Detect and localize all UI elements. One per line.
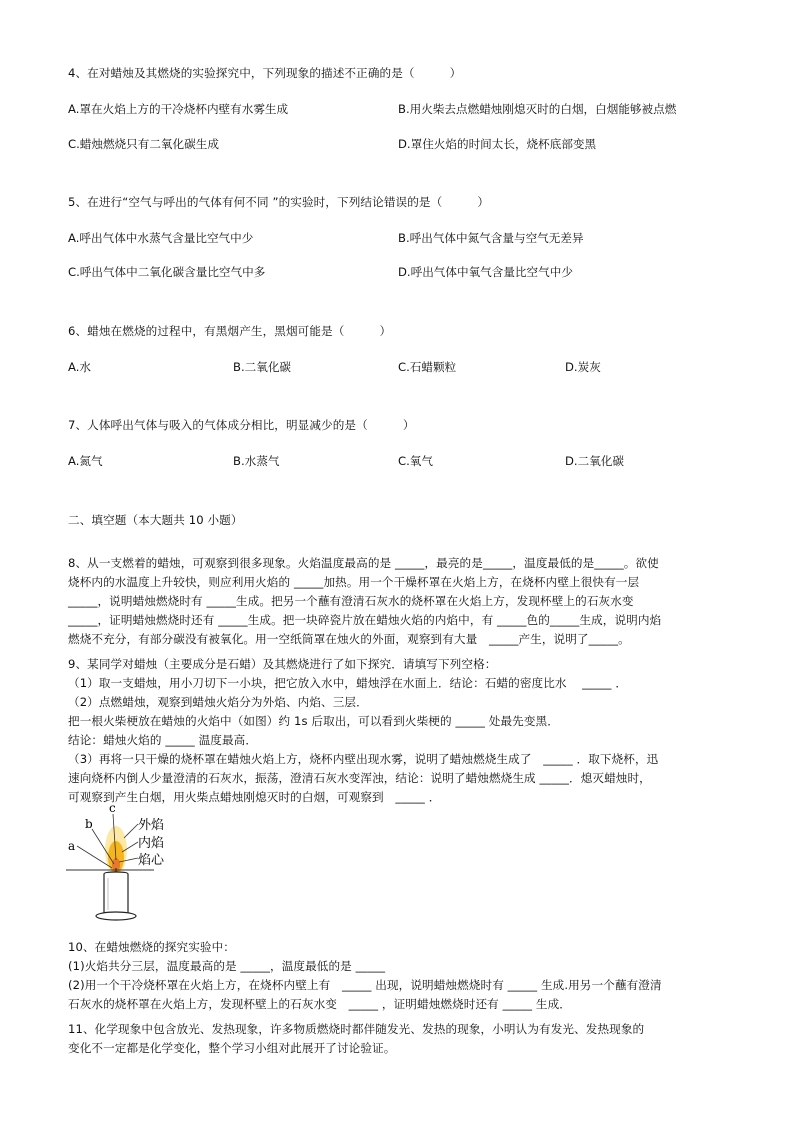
q4-option-a: A.罩在火焰上方的干冷烧杯内壁有水雾生成: [68, 102, 289, 116]
q7-option-a: A.氮气: [68, 454, 103, 468]
candle-holder: [96, 912, 136, 920]
q7-option-b: B.水蒸气: [233, 454, 280, 468]
q8-line: _____，说明蜡烛燃烧时有 _____生成。把另一个蘸有澄清石灰水的烧杯罩在火焰上方，发现杯壁上的石灰水变: [68, 594, 634, 608]
q9-line: 把一根火柴梗放在蜡烛的火焰中（如图）约 1s 后取出，可以看到火柴梗的 _____ 处最先变黑．: [68, 714, 559, 728]
q4-option-b: B.用火柴去点燃蜡烛刚熄灭时的白烟，白烟能够被点燃: [398, 102, 677, 116]
q10-line: 10、在蜡烛燃烧的探究实验中：: [68, 940, 235, 954]
q6-option-d: D.炭灰: [565, 360, 601, 374]
q9-line: （1）取一支蜡烛，用小刀切下一小块，把它放入水中，蜡烛浮在水面上．结论：石蜡的密度比水 _____ ．: [68, 676, 628, 690]
q6-option-a: A.水: [68, 360, 92, 374]
q11-line: 11、化学现象中包含放光、发热现象，许多物质燃烧时都伴随发光、发热的现象，小明认为有发光、发热现象的: [68, 1022, 645, 1036]
q9-line: 9、某同学对蜡烛（主要成分是石蜡）及其燃烧进行了如下探究．请填写下列空格：: [68, 657, 497, 671]
q8-line: 燃烧不充分，有部分碳没有被氧化。用一空纸筒罩在烛火的外面，观察到有大量 _____产生，说明了_____。: [68, 632, 630, 646]
q6-stem: 6、蜡烛在燃烧的过程中，有黑烟产生，黑烟可能是（ ）: [68, 324, 392, 338]
q9-line: （2）点燃蜡烛，观察到蜡烛火焰分为外焰、内焰、三层．: [68, 695, 368, 709]
q5-option-c: C.呼出气体中二氧化碳含量比空气中多: [68, 265, 266, 279]
q7-stem: 7、人体呼出气体与吸入的气体成分相比，明显减少的是（ ）: [68, 418, 415, 432]
q4-option-d: D.罩住火焰的时间太长，烧杯底部变黑: [398, 137, 597, 151]
q10-line: 石灰水的烧杯罩在火焰上方，发现杯壁上的石灰水变 _____ ，证明蜡烛燃烧时还有 _____ 生成．: [68, 997, 571, 1011]
label-b: b: [85, 817, 93, 831]
q7-option-d: D.二氧化碳: [565, 454, 624, 468]
label-outer-flame: 外焰: [138, 818, 165, 833]
section-heading: 二、填空题（本大题共 10 小题）: [68, 513, 243, 527]
q9-line: 速向烧杯内倒人少量澄清的石灰水，振荡，澄清石灰水变浑浊，结论：说明了蜡烛燃烧生成 _____．熄灭蜡烛时，: [68, 771, 651, 785]
q6-option-c: C.石蜡颗粒: [398, 360, 457, 374]
q8-line: 烧杯内的水温度上升较快，则应利用火焰的 _____加热。用一个干燥杯罩在火焰上方，在烧杯内壁上很快有一层: [68, 575, 640, 589]
q7-option-c: C.氧气: [398, 454, 433, 468]
candle-body: [104, 872, 128, 914]
q9-line: 结论：蜡烛火焰的 _____ 温度最高．: [68, 733, 258, 747]
label-inner-flame: 内焰: [138, 836, 165, 851]
label-flame-core: 焰心: [138, 853, 165, 868]
q8-line: _____，证明蜡烛燃烧时还有 _____生成。把一块碎瓷片放在蜡烛火焰的内焰中，有 _____色的_____生成，说明内焰: [68, 613, 662, 627]
q9-line: （3）再将一只干燥的烧杯罩在蜡烛火焰上方，烧杯内壁出现水雾，说明了蜡烛燃烧生成了 _____ ．取下烧杯，迅: [68, 752, 659, 766]
label-c: c: [109, 802, 116, 815]
q5-option-b: B.呼出气体中氮气含量与空气无差异: [398, 231, 584, 245]
q10-line: (2)用一个干冷烧杯罩在火焰上方，在烧杯内壁上有 _____ 出现，说明蜡烛燃烧时有 _____ 生成.用另一个蘸有澄清: [68, 978, 662, 992]
q4-stem: 4、在对蜡烛及其燃烧的实验探究中，下列现象的描述不正确的是（ ）: [68, 66, 462, 80]
q6-option-b: B.二氧化碳: [233, 360, 292, 374]
candle-flame-figure: [64, 802, 174, 930]
q5-option-a: A.呼出气体中水蒸气含量比空气中少: [68, 231, 254, 245]
q9-line: 可观察到产生白烟，用火柴点蜡烛刚熄灭时的白烟，可观察到 _____ ．: [68, 790, 441, 804]
q4-option-c: C.蜡烛燃烧只有二氧化碳生成: [68, 137, 219, 151]
q5-option-d: D.呼出气体中氧气含量比空气中少: [398, 265, 573, 279]
q5-stem: 5、在进行“空气与呼出的气体有何不同 ”的实验时，下列结论错误的是（ ）: [68, 195, 490, 209]
q10-line: (1)火焰共分三层，温度最高的是 _____，温度最低的是 _____: [68, 959, 386, 973]
label-a: a: [68, 839, 76, 853]
q11-line: 变化不一定都是化学变化，整个学习小组对此展开了讨论验证。: [68, 1041, 396, 1055]
q8-line: 8、从一支燃着的蜡烛，可观察到很多现象。火焰温度最高的是 _____，最亮的是_____，温度最低的是_____。欲使: [68, 556, 659, 570]
